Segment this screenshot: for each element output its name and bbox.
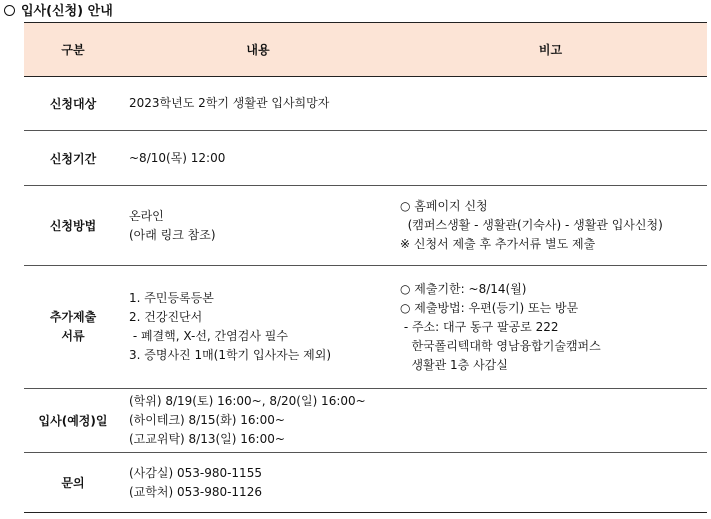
note-line: 생활관 1층 사감실 [400, 357, 508, 372]
content-line: 2. 건강진단서 [129, 310, 203, 324]
row-label: 문의 [61, 476, 85, 490]
table-row [24, 77, 707, 131]
row-note [394, 186, 707, 266]
content-line: 2023학년도 2학기 생활관 입사희망자 [129, 96, 330, 110]
content-line: 온라인 [129, 208, 164, 223]
table-row [24, 186, 707, 266]
header-category: 구분 [61, 43, 85, 57]
row-content [122, 186, 394, 266]
row-content [122, 77, 394, 131]
info-table [24, 22, 707, 513]
content-line: (고교위탁) 8/13(일) 16:00~ [129, 432, 285, 446]
row-content [122, 266, 394, 389]
note-line: ※ 신청서 제출 후 추가서류 별도 제출 [400, 237, 596, 251]
note-line: - 주소: 대구 동구 팔공로 222 [400, 319, 559, 334]
row-note [394, 77, 707, 131]
row-content [122, 131, 394, 186]
label-line: 서류 [61, 329, 85, 343]
row-label: 신청기간 [49, 151, 97, 166]
header-content: 내용 [246, 43, 270, 57]
row-label: 신청방법 [49, 219, 97, 233]
content-line: (학위) 8/19(토) 16:00~, 8/20(일) 16:00~ [129, 394, 366, 408]
content-line: - 폐결핵, X-선, 간염검사 필수 [129, 329, 288, 343]
content-line: (하이테크) 8/15(화) 16:00~ [129, 413, 285, 427]
table-header-row [24, 23, 707, 77]
row-label: 신청대상 [49, 97, 97, 111]
table-row [24, 453, 707, 513]
label-line: 추가제출 [49, 310, 97, 324]
note-line: ○ 제출기한: ~8/14(월) [400, 281, 527, 296]
table-row [24, 389, 707, 453]
circle-bullet-icon [4, 5, 15, 16]
row-content [122, 453, 394, 513]
row-note [394, 389, 707, 453]
table-row [24, 266, 707, 389]
table-row [24, 131, 707, 186]
section-heading [4, 3, 113, 21]
note-line: ○ 홈페이지 신청 [400, 199, 488, 213]
row-note [394, 131, 707, 186]
row-content [122, 389, 394, 453]
header-note: 비고 [538, 43, 563, 57]
section-title: 입사(신청) 안내 [21, 4, 113, 19]
content-line: 1. 주민등록등본 [129, 291, 214, 305]
row-note [394, 453, 707, 513]
content-line: ~8/10(목) 12:00 [129, 150, 226, 165]
note-line: 한국폴리텍대학 영남융합기술캠퍼스 [400, 338, 601, 353]
note-line: (캠퍼스생활 - 생활관(기숙사) - 생활관 입사신청) [400, 218, 663, 232]
content-line: 3. 증명사진 1매(1학기 입사자는 제외) [129, 348, 332, 362]
content-line: (사감실) 053-980-1155 [129, 465, 262, 480]
content-line: (아래 링크 참조) [129, 227, 216, 242]
note-line: ○ 제출방법: 우편(등기) 또는 방문 [400, 300, 579, 315]
row-note [394, 266, 707, 389]
row-label: 입사(예정)일 [38, 414, 108, 428]
row-label [24, 266, 122, 389]
content-line: (교학처) 053-980-1126 [129, 484, 262, 499]
